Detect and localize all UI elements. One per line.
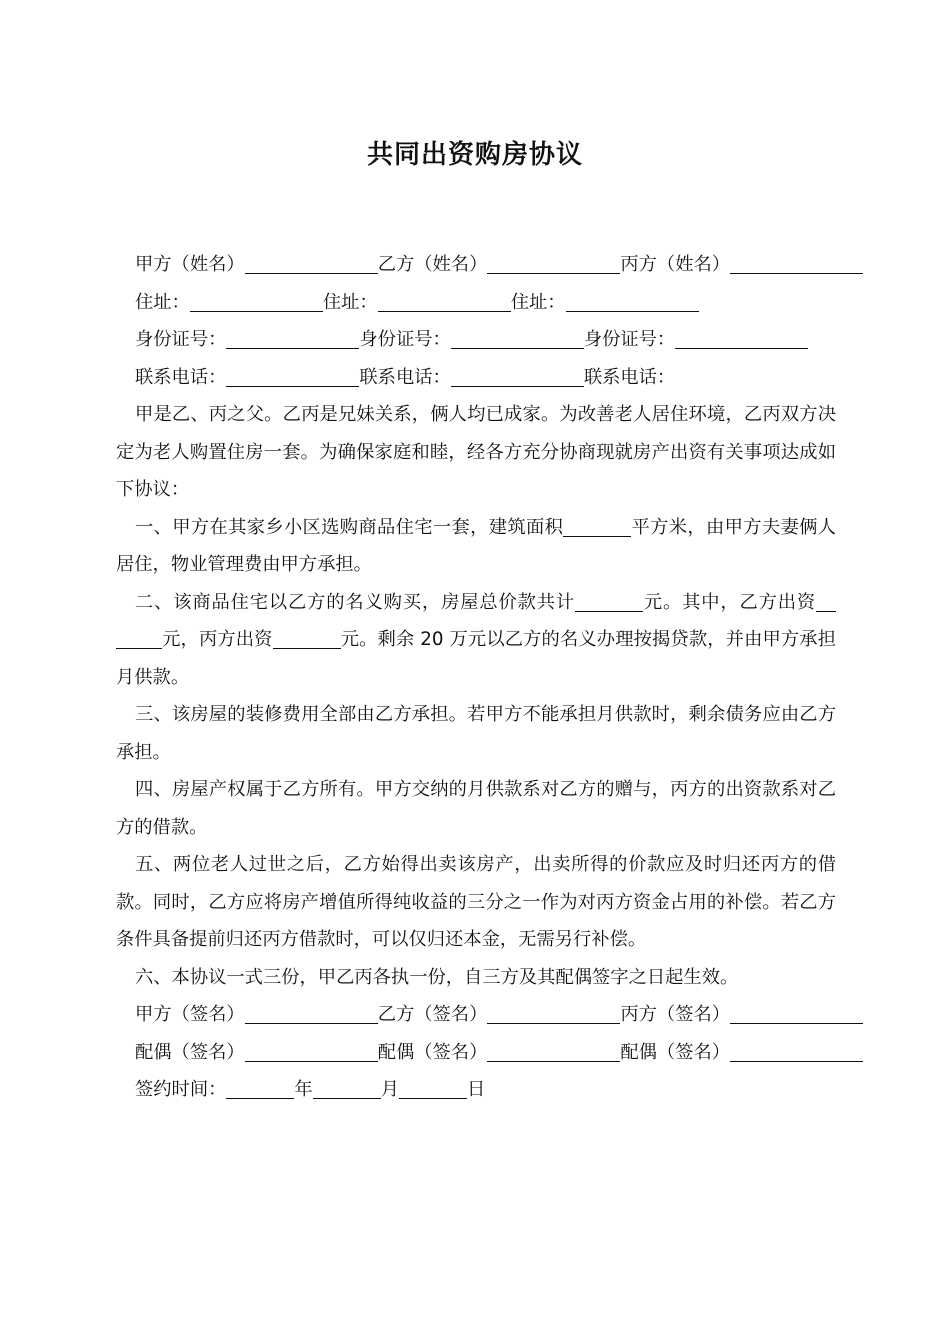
day-label: 日	[466, 1079, 486, 1100]
clause-2-text-d: 元。剩余 20 万元以乙方的名义办理按揭贷款，并由甲方承担月供款。	[116, 629, 836, 688]
party-b-phone-label: 联系电话：	[359, 366, 451, 388]
party-a-name-blank	[245, 253, 378, 274]
party-c-id-blank	[675, 328, 808, 349]
signing-date-row	[116, 1071, 836, 1109]
year-blank	[226, 1078, 294, 1099]
party-b-signature-blank	[487, 1003, 620, 1024]
total-price-blank	[575, 591, 643, 612]
party-c-contribution-blank	[273, 628, 341, 649]
party-a-address-blank	[190, 291, 323, 312]
clause-6: 六、本协议一式三份，甲乙丙各执一份，自三方及其配偶签字之日起生效。	[135, 966, 739, 988]
spouse-signature-row	[116, 1034, 836, 1072]
clause-5: 五、两位老人过世之后，乙方始得出卖该房产，出卖所得的价款应及时归还丙方的借款。同时，乙方应将房产增值所得纯收益的三分之一作为对丙方资金占用的补偿。若乙方条件具备提前归还丙方借款时，可以仅归还本金，无需另行补偿。	[116, 854, 836, 950]
party-b-address-label: 住址：	[322, 291, 378, 313]
signature-row	[116, 996, 836, 1034]
preamble-paragraph: 甲是乙、丙之父。乙丙是兄妹关系，俩人均已成家。为改善老人居住环境，乙丙双方决定为老人购置住房一套。为确保家庭和睦，经各方充分协商现就房产出资有关事项达成如下协议：	[116, 404, 836, 500]
day-blank	[399, 1078, 467, 1099]
spouse-b-signature-blank	[487, 1041, 620, 1062]
party-b-id-label: 身份证号：	[359, 329, 451, 350]
clause-2-text-a: 二、该商品住宅以乙方的名义购买，房屋总价款共计	[135, 591, 575, 613]
party-a-id-label: 身份证号：	[135, 329, 227, 350]
clause-1	[116, 509, 836, 584]
party-b-phone-blank	[451, 366, 584, 387]
party-a-phone-label: 联系电话：	[135, 366, 227, 388]
month-label: 月	[380, 1079, 399, 1100]
spouse-c-signature-label: 配偶（签名）	[620, 1041, 731, 1063]
party-c-address-blank	[566, 291, 699, 312]
party-c-name-blank	[730, 253, 863, 274]
party-a-address-label: 住址：	[135, 291, 190, 313]
party-names-row	[116, 246, 836, 284]
clause-2-text-b: 元。其中，乙方出资	[642, 591, 817, 613]
party-c-name-label: 丙方（姓名）	[620, 254, 731, 275]
area-blank	[563, 516, 631, 537]
year-label: 年	[294, 1079, 313, 1100]
clause-3: 三、该房屋的装修费用全部由乙方承担。若甲方不能承担月供款时，剩余债务应由乙方承担。	[116, 704, 836, 763]
clause-2	[116, 584, 836, 697]
party-b-address-blank	[378, 291, 511, 312]
party-a-id-blank	[226, 328, 359, 349]
clause-1-text-a: 一、甲方在其家乡小区选购商品住宅一套，建筑面积	[135, 516, 564, 538]
party-c-address-label: 住址：	[510, 291, 566, 313]
party-a-signature-blank	[245, 1003, 378, 1024]
party-a-name-label: 甲方（姓名）	[135, 254, 245, 275]
party-address-row	[116, 284, 836, 322]
document-title: 共同出资购房协议	[366, 140, 583, 170]
party-b-signature-label: 乙方（签名）	[377, 1004, 488, 1025]
clause-4: 四、房屋产权属于乙方所有。甲方交纳的月供款系对乙方的赠与，丙方的出资款系对乙方的借款。	[116, 779, 836, 838]
spouse-b-signature-label: 配偶（签名）	[377, 1041, 488, 1063]
document-body	[116, 246, 836, 1109]
spouse-a-signature-label: 配偶（签名）	[135, 1041, 245, 1063]
party-a-phone-blank	[226, 366, 359, 387]
party-b-contribution-blank-part2	[116, 628, 162, 649]
party-b-id-blank	[451, 328, 584, 349]
spouse-a-signature-blank	[245, 1041, 378, 1062]
party-a-signature-label: 甲方（签名）	[135, 1004, 245, 1025]
party-b-name-label: 乙方（姓名）	[377, 254, 488, 275]
party-phone-row	[116, 359, 836, 397]
party-b-name-blank	[487, 253, 620, 274]
party-c-phone-label: 联系电话：	[583, 366, 676, 388]
party-b-contribution-blank-part1	[816, 591, 836, 612]
party-c-signature-label: 丙方（签名）	[620, 1004, 731, 1025]
month-blank	[313, 1078, 381, 1099]
spouse-c-signature-blank	[730, 1041, 863, 1062]
signing-date-label: 签约时间：	[135, 1079, 227, 1100]
party-id-row	[116, 321, 836, 359]
clause-2-text-c: 元，丙方出资	[162, 629, 273, 650]
clause-1-text-b: 平方米，由甲方夫妻俩人居住，物业管理费由甲方承担。	[116, 516, 837, 575]
party-c-id-label: 身份证号：	[583, 329, 676, 350]
party-c-signature-blank	[730, 1003, 863, 1024]
